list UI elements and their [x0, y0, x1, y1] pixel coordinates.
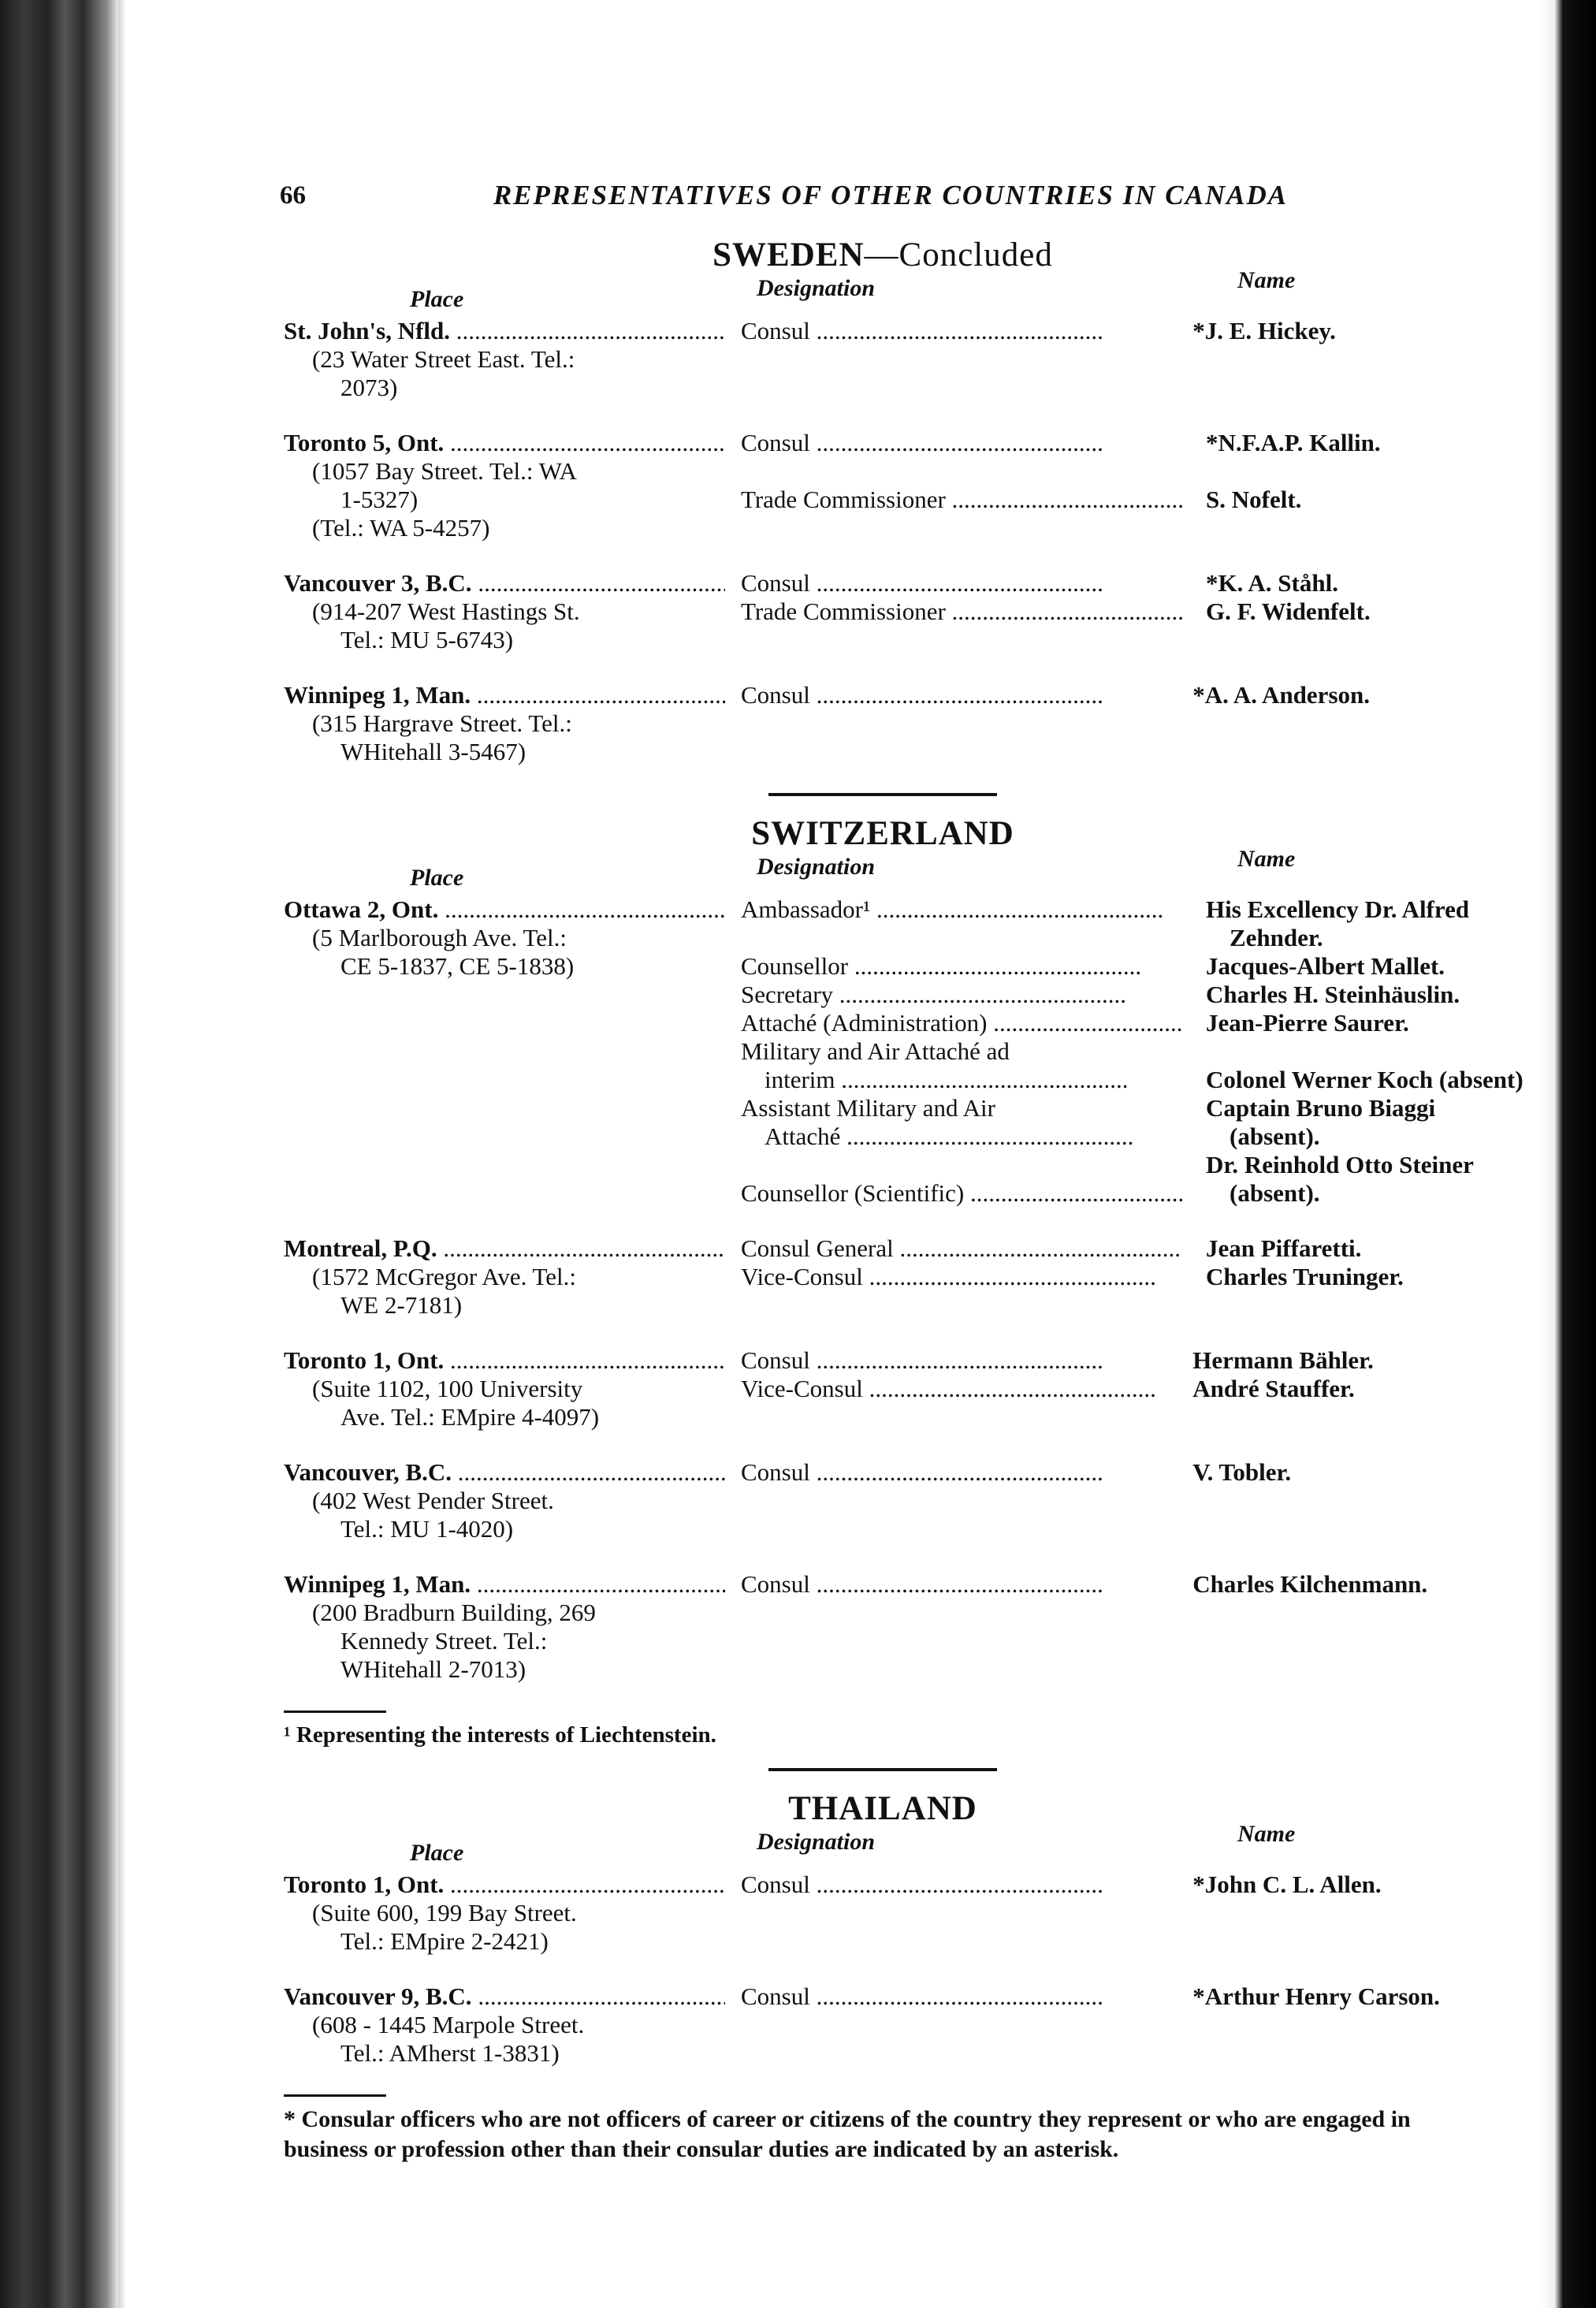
- representative-name: Dr. Reinhold Otto Steiner (absent).: [1206, 1151, 1474, 1207]
- representative-name: *N.F.A.P. Kallin.: [1206, 429, 1381, 456]
- designation: Trade Commissioner .....: [741, 597, 1182, 626]
- place-address: (1572 McGregor Ave. Tel.: WE 2-7181): [312, 1263, 577, 1319]
- switzerland-entry-vancouver: [236, 1458, 1529, 1543]
- place-address: (Suite 1102, 100 University Ave. Tel.: EMpire 4-4097): [312, 1375, 600, 1431]
- switzerland-entry-montreal: [236, 1234, 1529, 1320]
- representative-name: Captain Bruno Biaggi (absent).: [1206, 1094, 1436, 1150]
- footnote-asterisk: * Consular officers who are not officers of career or citizens of the country they represent or who are engaged in business or profession other than their consular duties are indicated by an asterisk.: [284, 2106, 1411, 2162]
- column-head-place: Place: [410, 1840, 464, 1866]
- column-head-place: Place: [410, 865, 464, 891]
- place-address: (1057 Bay Street. Tel.: WA 1-5327) (Tel.: WA 5-4257): [312, 457, 577, 542]
- sweden-entry-toronto: [236, 429, 1529, 542]
- place-name: Montreal, P.Q. .....: [284, 1234, 725, 1263]
- designation-continued: Attaché .....: [741, 1122, 1182, 1151]
- designation: Counsellor (Scientific) .....: [741, 1179, 1182, 1208]
- representative-name: Colonel Werner Koch (absent): [1206, 1066, 1523, 1093]
- place-name: Vancouver 3, B.C. .....: [284, 569, 725, 597]
- page-number: 66: [280, 181, 306, 210]
- designation: Attaché (Administration) .....: [741, 1009, 1182, 1037]
- designation: Assistant Military and Air: [741, 1094, 995, 1122]
- designation: Military and Air Attaché ad: [741, 1037, 1010, 1065]
- switzerland-entry-winnipeg: [236, 1570, 1529, 1684]
- designation: Consul .....: [741, 1570, 1169, 1599]
- place-name: St. John's, Nfld. .....: [284, 317, 725, 345]
- column-head-name: Name: [1237, 267, 1296, 293]
- sweden-title: SWEDEN: [712, 236, 865, 274]
- column-head-name: Name: [1237, 1821, 1296, 1847]
- section-title-switzerland: SWITZERLAND: [751, 815, 1014, 852]
- sweden-entry-vancouver: [236, 569, 1529, 654]
- place-address: (914-207 West Hastings St. Tel.: MU 5-6743): [312, 597, 580, 653]
- place-address: (608 - 1445 Marpole Street. Tel.: AMherst 1-3831): [312, 2011, 585, 2067]
- place-name: Vancouver, B.C. .....: [284, 1458, 725, 1487]
- representative-name: *Arthur Henry Carson.: [1192, 1982, 1440, 2010]
- designation: Consul .....: [741, 317, 1169, 345]
- representative-name: Jean Piffaretti.: [1206, 1234, 1362, 1262]
- designation: Trade Commissioner .....: [741, 486, 1182, 514]
- document-page: [236, 181, 1529, 2165]
- designation: Consul .....: [741, 1982, 1169, 2011]
- section-title-thailand: THAILAND: [788, 1790, 977, 1827]
- section-divider: [768, 1768, 997, 1771]
- switzerland-entry-toronto: [236, 1346, 1529, 1431]
- place-address: (5 Marlborough Ave. Tel.: CE 5-1837, CE 5-1838): [312, 924, 575, 980]
- place-address: (402 West Pender Street. Tel.: MU 1-4020): [312, 1487, 554, 1543]
- section-divider: [768, 793, 997, 796]
- place-name: Toronto 5, Ont. .....: [284, 429, 725, 457]
- representative-name: Jacques-Albert Mallet.: [1206, 952, 1445, 980]
- place-address: (315 Hargrave Street. Tel.: WHitehall 3-5467): [312, 709, 572, 765]
- book-binding-shadow-right: [1541, 0, 1596, 2308]
- place-name: Ottawa 2, Ont. .....: [284, 895, 725, 924]
- representative-name: Charles Kilchenmann.: [1192, 1570, 1428, 1598]
- book-binding-shadow-left: [0, 0, 118, 2308]
- designation: Secretary .....: [741, 981, 1182, 1009]
- sweden-entry-st-johns: [236, 317, 1529, 402]
- sweden-title-suffix: —Concluded: [864, 236, 1053, 274]
- representative-name: Charles H. Steinhäuslin.: [1206, 981, 1460, 1008]
- place-address: (200 Bradburn Building, 269 Kennedy Street. Tel.: WHitehall 2-7013): [312, 1599, 596, 1683]
- designation: Vice-Consul .....: [741, 1375, 1169, 1403]
- representative-name: André Stauffer.: [1192, 1375, 1355, 1402]
- running-title: REPRESENTATIVES OF OTHER COUNTRIES IN CANADA: [493, 180, 1289, 210]
- representative-name: Hermann Bähler.: [1192, 1346, 1374, 1374]
- column-headings: [236, 846, 1529, 895]
- designation-continued: interim .....: [741, 1066, 1182, 1094]
- place-name: Toronto 1, Ont. .....: [284, 1346, 725, 1375]
- designation: Vice-Consul .....: [741, 1263, 1182, 1291]
- representative-name: His Excellency Dr. Alfred Zehnder.: [1206, 895, 1470, 951]
- representative-name: *K. A. Ståhl.: [1206, 569, 1338, 597]
- place-name: Winnipeg 1, Man. .....: [284, 1570, 725, 1599]
- representative-name: S. Nofelt.: [1206, 486, 1302, 513]
- representative-name: Jean-Pierre Saurer.: [1206, 1009, 1409, 1037]
- place-name: Toronto 1, Ont. .....: [284, 1871, 725, 1899]
- designation: Consul .....: [741, 1871, 1169, 1899]
- column-headings: [236, 267, 1529, 317]
- footnote-rule: [284, 1711, 386, 1713]
- footnote-liechtenstein: ¹ Representing the interests of Liechtenstein.: [284, 1722, 716, 1748]
- place-address: (Suite 600, 199 Bay Street. Tel.: EMpire 2-2421): [312, 1899, 577, 1955]
- section-title-sweden: [236, 236, 1529, 274]
- column-headings: [236, 1821, 1529, 1871]
- column-head-designation: Designation: [757, 1829, 876, 1855]
- designation: Consul .....: [741, 429, 1182, 457]
- running-head: [236, 181, 1529, 236]
- place-address: (23 Water Street East. Tel.: 2073): [312, 345, 575, 401]
- place-name: Winnipeg 1, Man. .....: [284, 681, 725, 709]
- designation: Consul .....: [741, 569, 1182, 597]
- column-head-designation: Designation: [757, 275, 876, 301]
- representative-name: *J. E. Hickey.: [1192, 317, 1336, 344]
- switzerland-entry-ottawa: [236, 895, 1529, 1208]
- representative-name: *John C. L. Allen.: [1192, 1871, 1382, 1898]
- designation: Counsellor .....: [741, 952, 1182, 981]
- representative-name: Charles Truninger.: [1206, 1263, 1404, 1290]
- column-head-name: Name: [1237, 846, 1296, 872]
- designation: Ambassador¹ .....: [741, 895, 1182, 924]
- representative-name: *A. A. Anderson.: [1192, 681, 1370, 709]
- thailand-entry-toronto: [236, 1871, 1529, 1956]
- representative-name: V. Tobler.: [1192, 1458, 1292, 1486]
- column-head-place: Place: [410, 286, 464, 312]
- place-name: Vancouver 9, B.C. .....: [284, 1982, 725, 2011]
- thailand-entry-vancouver: [236, 1982, 1529, 2068]
- footnote-rule: [284, 2094, 386, 2097]
- designation: Consul .....: [741, 681, 1169, 709]
- column-head-designation: Designation: [757, 854, 876, 880]
- sweden-entry-winnipeg: [236, 681, 1529, 766]
- designation: Consul .....: [741, 1346, 1169, 1375]
- designation: Consul .....: [741, 1458, 1169, 1487]
- representative-name: G. F. Widenfelt.: [1206, 597, 1371, 625]
- designation: Consul General .....: [741, 1234, 1182, 1263]
